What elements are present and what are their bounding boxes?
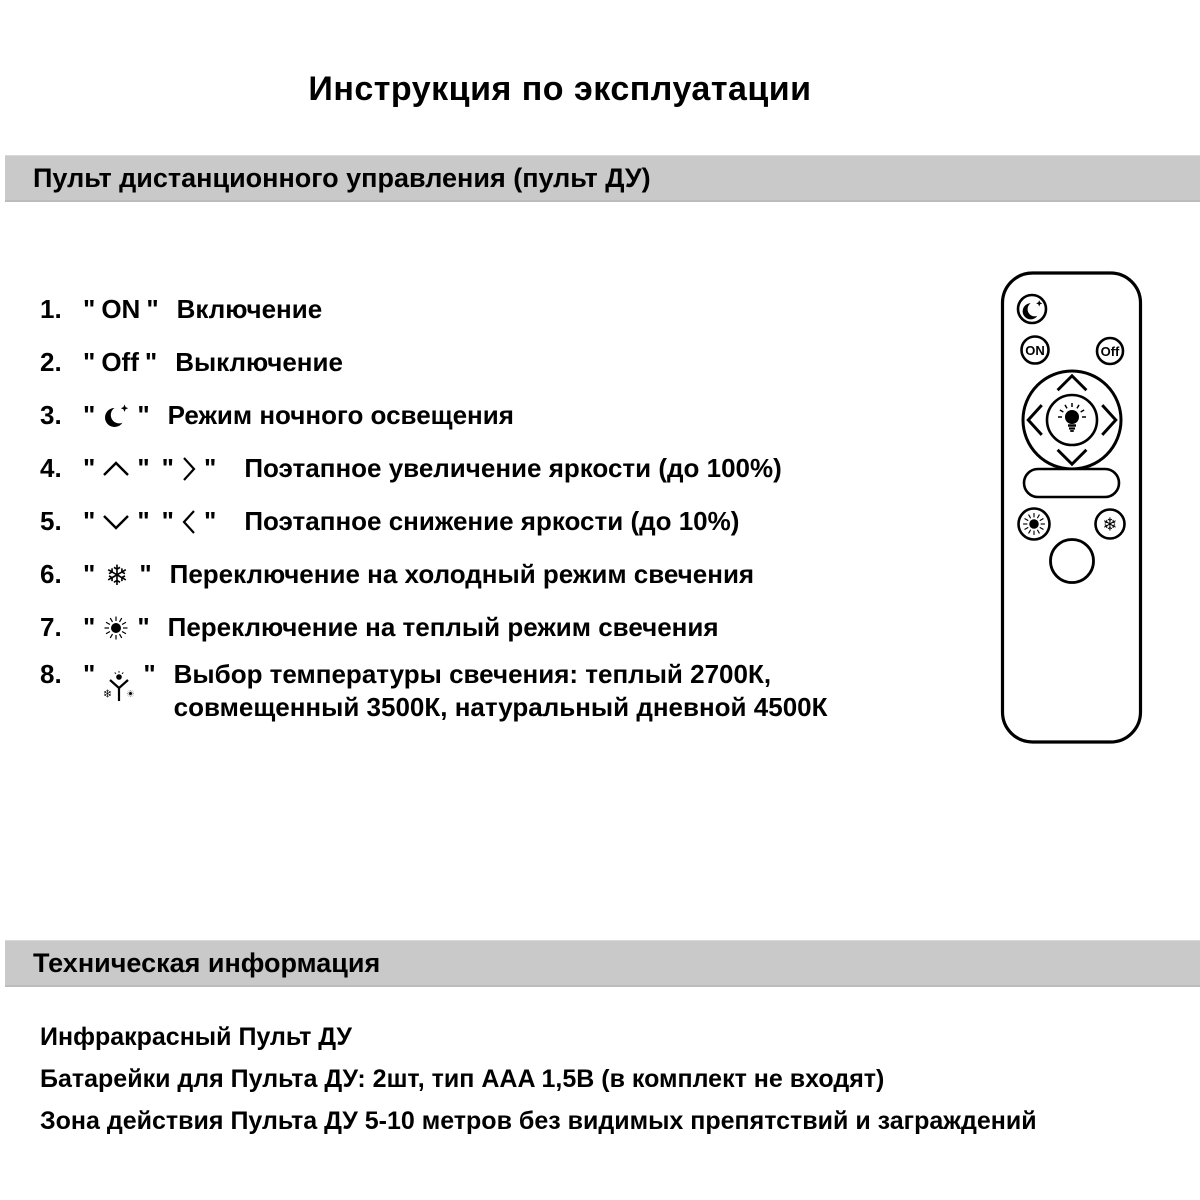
button-name-text: Off <box>101 347 139 377</box>
remote-on-button <box>1022 337 1049 364</box>
instruction-item <box>40 283 827 336</box>
item-number: 7. <box>40 612 62 642</box>
item-number: 3. <box>40 400 62 430</box>
item-description: Включение <box>176 294 323 324</box>
tech-info-line: Зона действия Пульта ДУ 5-10 метров без видимых препятствий и заграждений <box>40 1106 1037 1135</box>
chevron-up-icon <box>101 458 131 480</box>
instruction-item <box>40 389 827 442</box>
section-header-remote-label: Пульт дистанционного управления (пульт ДУ) <box>33 162 651 193</box>
remote-off-label: Off <box>1100 344 1120 359</box>
quote-mark: " <box>83 612 96 642</box>
remote-off-button <box>1097 338 1123 364</box>
remote-on-label: ON <box>1025 343 1045 358</box>
page-title: Инструкция по эксплуатации <box>308 70 812 108</box>
quote-mark: " <box>137 453 150 483</box>
item-number: 5. <box>40 506 62 536</box>
instruction-item <box>40 548 827 601</box>
quote-mark: " <box>137 400 150 430</box>
quote-mark: " <box>83 400 96 430</box>
item-number: 8. <box>40 659 62 689</box>
quote-mark: " <box>83 453 96 483</box>
quote-mark: " <box>137 612 150 642</box>
remote-control-figure <box>998 270 1146 753</box>
remote-round-button <box>1051 540 1094 583</box>
item-number: 4. <box>40 453 62 483</box>
button-name-text: ON <box>101 294 141 324</box>
section-header-tech <box>5 940 1200 987</box>
remote-cold-button <box>1096 510 1125 539</box>
quote-mark: " <box>83 559 96 589</box>
instruction-item <box>40 336 827 389</box>
angle-right-icon <box>180 454 198 484</box>
quote-mark: " <box>161 453 174 483</box>
item-description: Поэтапное увеличение яркости (до 100%) <box>244 453 782 483</box>
instruction-item <box>40 654 827 724</box>
instruction-item <box>40 495 827 548</box>
quote-mark: " <box>83 506 96 536</box>
quote-mark: " <box>83 294 96 324</box>
quote-mark: " <box>83 659 96 689</box>
item-number: 2. <box>40 347 62 377</box>
sun-icon <box>101 613 131 643</box>
angle-left-icon <box>180 507 198 537</box>
section-header-remote <box>5 155 1200 202</box>
item-description: Выключение <box>175 347 343 377</box>
item-description: Режим ночного освещения <box>167 400 514 430</box>
quote-mark: " <box>143 659 156 689</box>
remote-control-illustration <box>998 270 1146 748</box>
quote-mark: " <box>203 453 217 483</box>
item-number: 6. <box>40 559 62 589</box>
section-header-tech-label: Техническая информация <box>33 947 381 978</box>
quote-mark: " <box>146 294 159 324</box>
moon-icon <box>101 401 131 431</box>
tech-info <box>40 1016 1037 1142</box>
remote-night-mode-button <box>1018 295 1046 323</box>
item-description: Переключение на холодный режим свечения <box>169 559 755 589</box>
item-description: Переключение на теплый режим свечения <box>167 612 719 642</box>
remote-dpad <box>1023 371 1121 469</box>
item-description: Поэтапное снижение яркости (до 10%) <box>244 506 740 536</box>
remote-pill-button <box>1024 469 1119 497</box>
temp-select-icon <box>101 670 137 706</box>
quote-mark: " <box>203 506 217 536</box>
quote-mark: " <box>144 347 158 377</box>
instruction-item <box>40 442 827 495</box>
item-description: Выбор температуры свечения: теплый 2700К, совмещенный 3500К, натуральный дневной 4500К <box>173 659 828 722</box>
item-number: 1. <box>40 294 62 324</box>
quote-mark: " <box>83 347 96 377</box>
snowflake-icon <box>1102 515 1117 535</box>
snowflake-icon <box>101 559 133 591</box>
quote-mark: " <box>137 506 150 536</box>
quote-mark: " <box>139 559 152 589</box>
chevron-down-icon <box>101 511 131 533</box>
instruction-item <box>40 601 827 654</box>
tech-info-line: Инфракрасный Пульт ДУ <box>40 1022 352 1051</box>
tech-info-line: Батарейки для Пульта ДУ: 2шт, тип AAA 1,5В (в комплект не входят) <box>40 1064 885 1093</box>
instruction-list <box>40 283 827 724</box>
quote-mark: " <box>161 506 174 536</box>
remote-warm-button <box>1019 509 1050 540</box>
